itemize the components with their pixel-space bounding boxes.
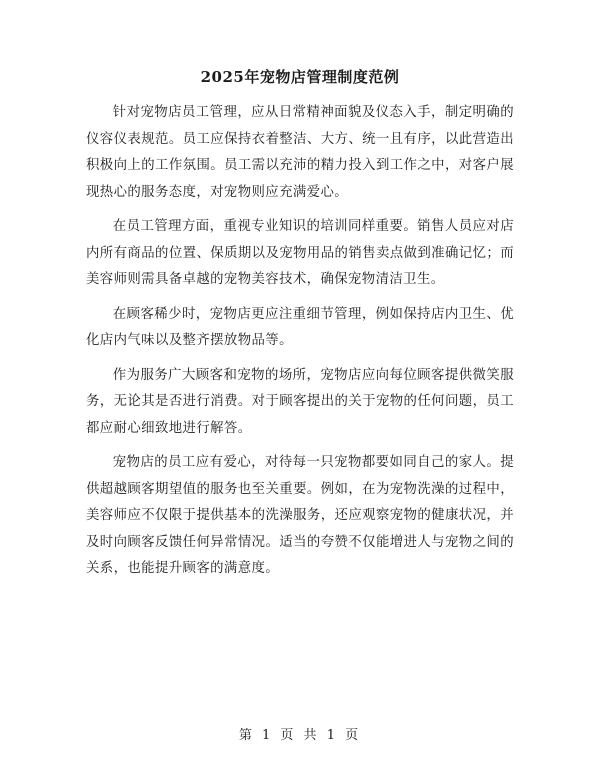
paragraph-5: 宠物店的员工应有爱心，对待每一只宠物都要如同自己的家人。提供超越顾客期望值的服务也至关重要。例如，在为宠物洗澡的过程中，美容师应不仅限于提供基本的洗澡服务，还应观察宠物的健康状况，并及时向顾客反馈任何异常情况。适当的夸赞不仅能增进人与宠物之间的关系，也能提升顾客的满意度。 <box>86 455 514 576</box>
paragraph-1: 针对宠物店员工管理，应从日常精神面貌及仪态入手，制定明确的仪容仪表规范。员工应保持衣着整洁、大方、统一且有序，以此营造出积极向上的工作氛围。员工需以充沛的精力投入到工作之中，对客户展现热心的服务态度，对宠物则应充满爱心。 <box>86 105 514 200</box>
page-footer: 第 1 页 共 1 页 <box>238 728 362 743</box>
paragraph-4: 作为服务广大顾客和宠物的场所，宠物店应向每位顾客提供微笑服务，无论其是否进行消费。对于顾客提出的关于宠物的任何问题，员工都应耐心细致地进行解答。 <box>86 367 514 436</box>
paragraph-3: 在顾客稀少时，宠物店更应注重细节管理，例如保持店内卫生、优化店内气味以及整齐摆放物品等。 <box>86 306 514 348</box>
document-title: 2025年宠物店管理制度范例 <box>200 68 400 86</box>
paragraph-2: 在员工管理方面，重视专业知识的培训同样重要。销售人员应对店内所有商品的位置、保质期以及宠物用品的销售卖点做到准确记忆；而美容师则需具备卓越的宠物美容技术，确保宠物清洁卫生。 <box>86 219 514 287</box>
document-body <box>86 100 514 591</box>
